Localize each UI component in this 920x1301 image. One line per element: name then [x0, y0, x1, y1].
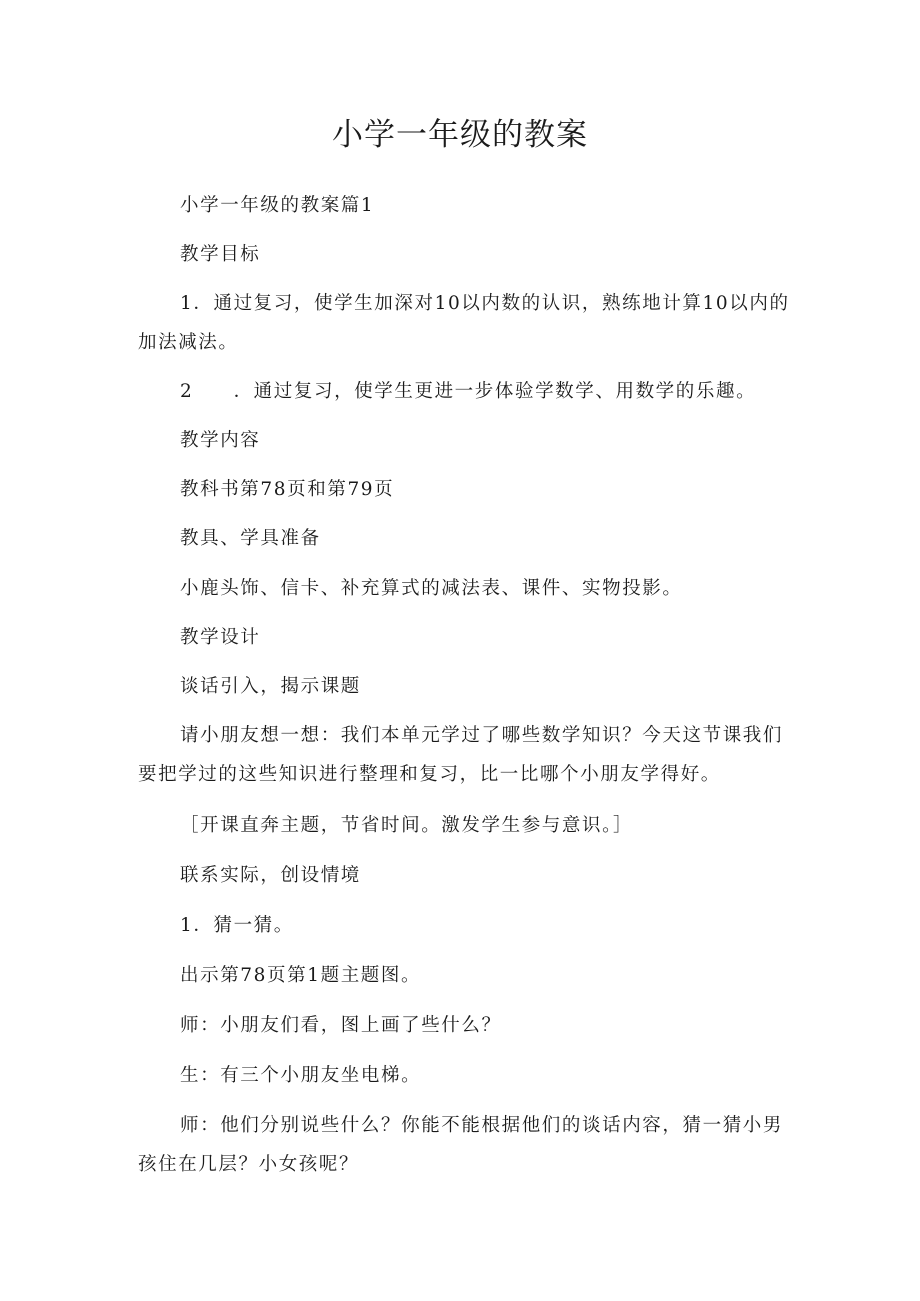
paragraph-textbook-pages: 教科书第78页和第79页 [180, 479, 395, 500]
paragraph-goal-2: 2 ．通过复习，使学生更进一步体验学数学、用数学的乐趣。 [180, 381, 757, 402]
paragraph-teaching-goals: 教学目标 [180, 244, 261, 265]
paragraph-teaching-content: 教学内容 [180, 430, 261, 451]
paragraph-materials-heading: 教具、学具准备 [180, 528, 321, 549]
paragraph-section-heading: 小学一年级的教案篇1 [180, 195, 375, 216]
paragraph-context-heading: 联系实际，创设情境 [180, 865, 361, 886]
paragraph-teaching-design: 教学设计 [180, 627, 261, 648]
paragraph-guess: 1．猜一猜。 [180, 915, 294, 936]
paragraph-student-answer: 生：有三个小朋友坐电梯。 [180, 1065, 422, 1086]
paragraph-materials-list: 小鹿头饰、信卡、补充算式的减法表、课件、实物投影。 [180, 578, 683, 599]
paragraph-goal-1: 1．通过复习，使学生加深对10以内数的认识，熟练地计算10以内的加法减法。 [138, 293, 790, 353]
paragraph-note: ［开课直奔主题，节省时间。激发学生参与意识。］ [180, 815, 634, 836]
paragraph-teacher-followup: 师：他们分别说些什么？你能不能根据他们的谈话内容，猜一猜小男孩住在几层？小女孩呢？ [138, 1115, 784, 1175]
document-title: 小学一年级的教案 [332, 117, 588, 153]
paragraph-intro-body: 请小朋友想一想：我们本单元学过了哪些数学知识？今天这节课我们要把学过的这些知识进行整理和复习，比一比哪个小朋友学得好。 [138, 725, 784, 785]
paragraph-teacher-question: 师：小朋友们看，图上画了些什么？ [180, 1015, 502, 1036]
paragraph-show-image: 出示第78页第1题主题图。 [180, 965, 422, 986]
paragraph-intro: 谈话引入，揭示课题 [180, 676, 361, 697]
